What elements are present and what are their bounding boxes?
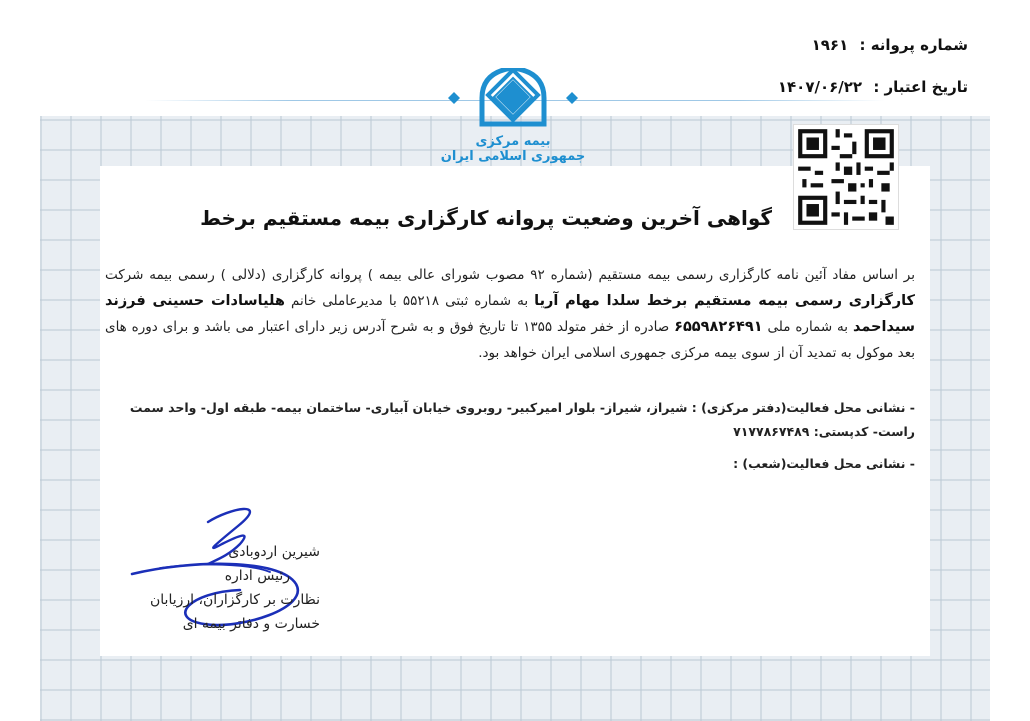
signatory-name: شیرین اردوبادی: [228, 544, 320, 560]
company-name: کارگزاری رسمی بیمه مستقیم برخط سلدا مهام آریا: [534, 293, 915, 309]
logo-text: [430, 134, 596, 164]
validity-date-label: تاریخ اعتبار :: [873, 78, 968, 96]
signatory-dept-line-1: نظارت بر کارگزاران، ارزیابان: [150, 592, 320, 608]
body-part-4: صادره از خفر متولد ۱۳۵۵ تا تاریخ فوق و به شرح آدرس زیر دارای اعتبار می باشد و برای دوره های بعد موکول به تمدید آن از سوی بیمه مرکزی جمهوری اسلامی ایران خواهد بود.: [105, 319, 915, 361]
body-part-3: به شماره ملی: [767, 319, 849, 335]
hq-postal-code: ۷۱۷۷۸۶۷۴۸۹: [733, 424, 810, 439]
validity-date: [778, 78, 968, 96]
signatory-block: [120, 540, 320, 636]
logo-line-1: بیمه مرکزی: [475, 134, 551, 149]
body-part-2: به شماره ثبتی ۵۵۲۱۸ با مدیرعاملی خانم: [291, 293, 529, 309]
signatory-role: رئیس اداره: [224, 568, 290, 584]
logo-line-2: جمهوری اسلامی ایران: [440, 149, 586, 164]
qr-code-icon: [793, 124, 899, 230]
branches-address: - نشانی محل فعالیت(شعب) :: [733, 456, 915, 471]
national-id: ۶۵۵۹۸۲۶۴۹۱: [674, 319, 763, 335]
manager-name: هلیاسادات حسینی فرزند سیداحمد: [105, 293, 916, 335]
hq-address-line: - نشانی محل فعالیت(دفتر مرکزی) : شیراز، شیراز- بلوار امیرکبیر- روبروی خیابان آبیاری- ساختمان بیمه- طبقه اول- واحد سمت راست- کدپستی:: [129, 400, 915, 439]
hq-address: [105, 396, 915, 444]
license-number-label: شماره پروانه :: [859, 36, 968, 54]
validity-date-value: ۱۴۰۷/۰۶/۲۲: [777, 78, 863, 96]
body-part-1: بر اساس مفاد آئین نامه کارگزاری رسمی بیمه مستقیم (شماره ۹۲ مصوب شورای عالی بیمه ) پروانه کارگزاری (دلالی ) رسمی بیمه شرکت: [105, 267, 916, 283]
signatory-dept-line-2: خسارت و دفاتر بیمه ای: [182, 616, 320, 632]
certificate-title: گواهی آخرین وضعیت پروانه کارگزاری بیمه مستقیم برخط: [200, 206, 772, 230]
certificate-body: [105, 262, 915, 366]
license-number-value: ۱۹۶۱: [811, 36, 849, 54]
license-number: [812, 36, 968, 54]
